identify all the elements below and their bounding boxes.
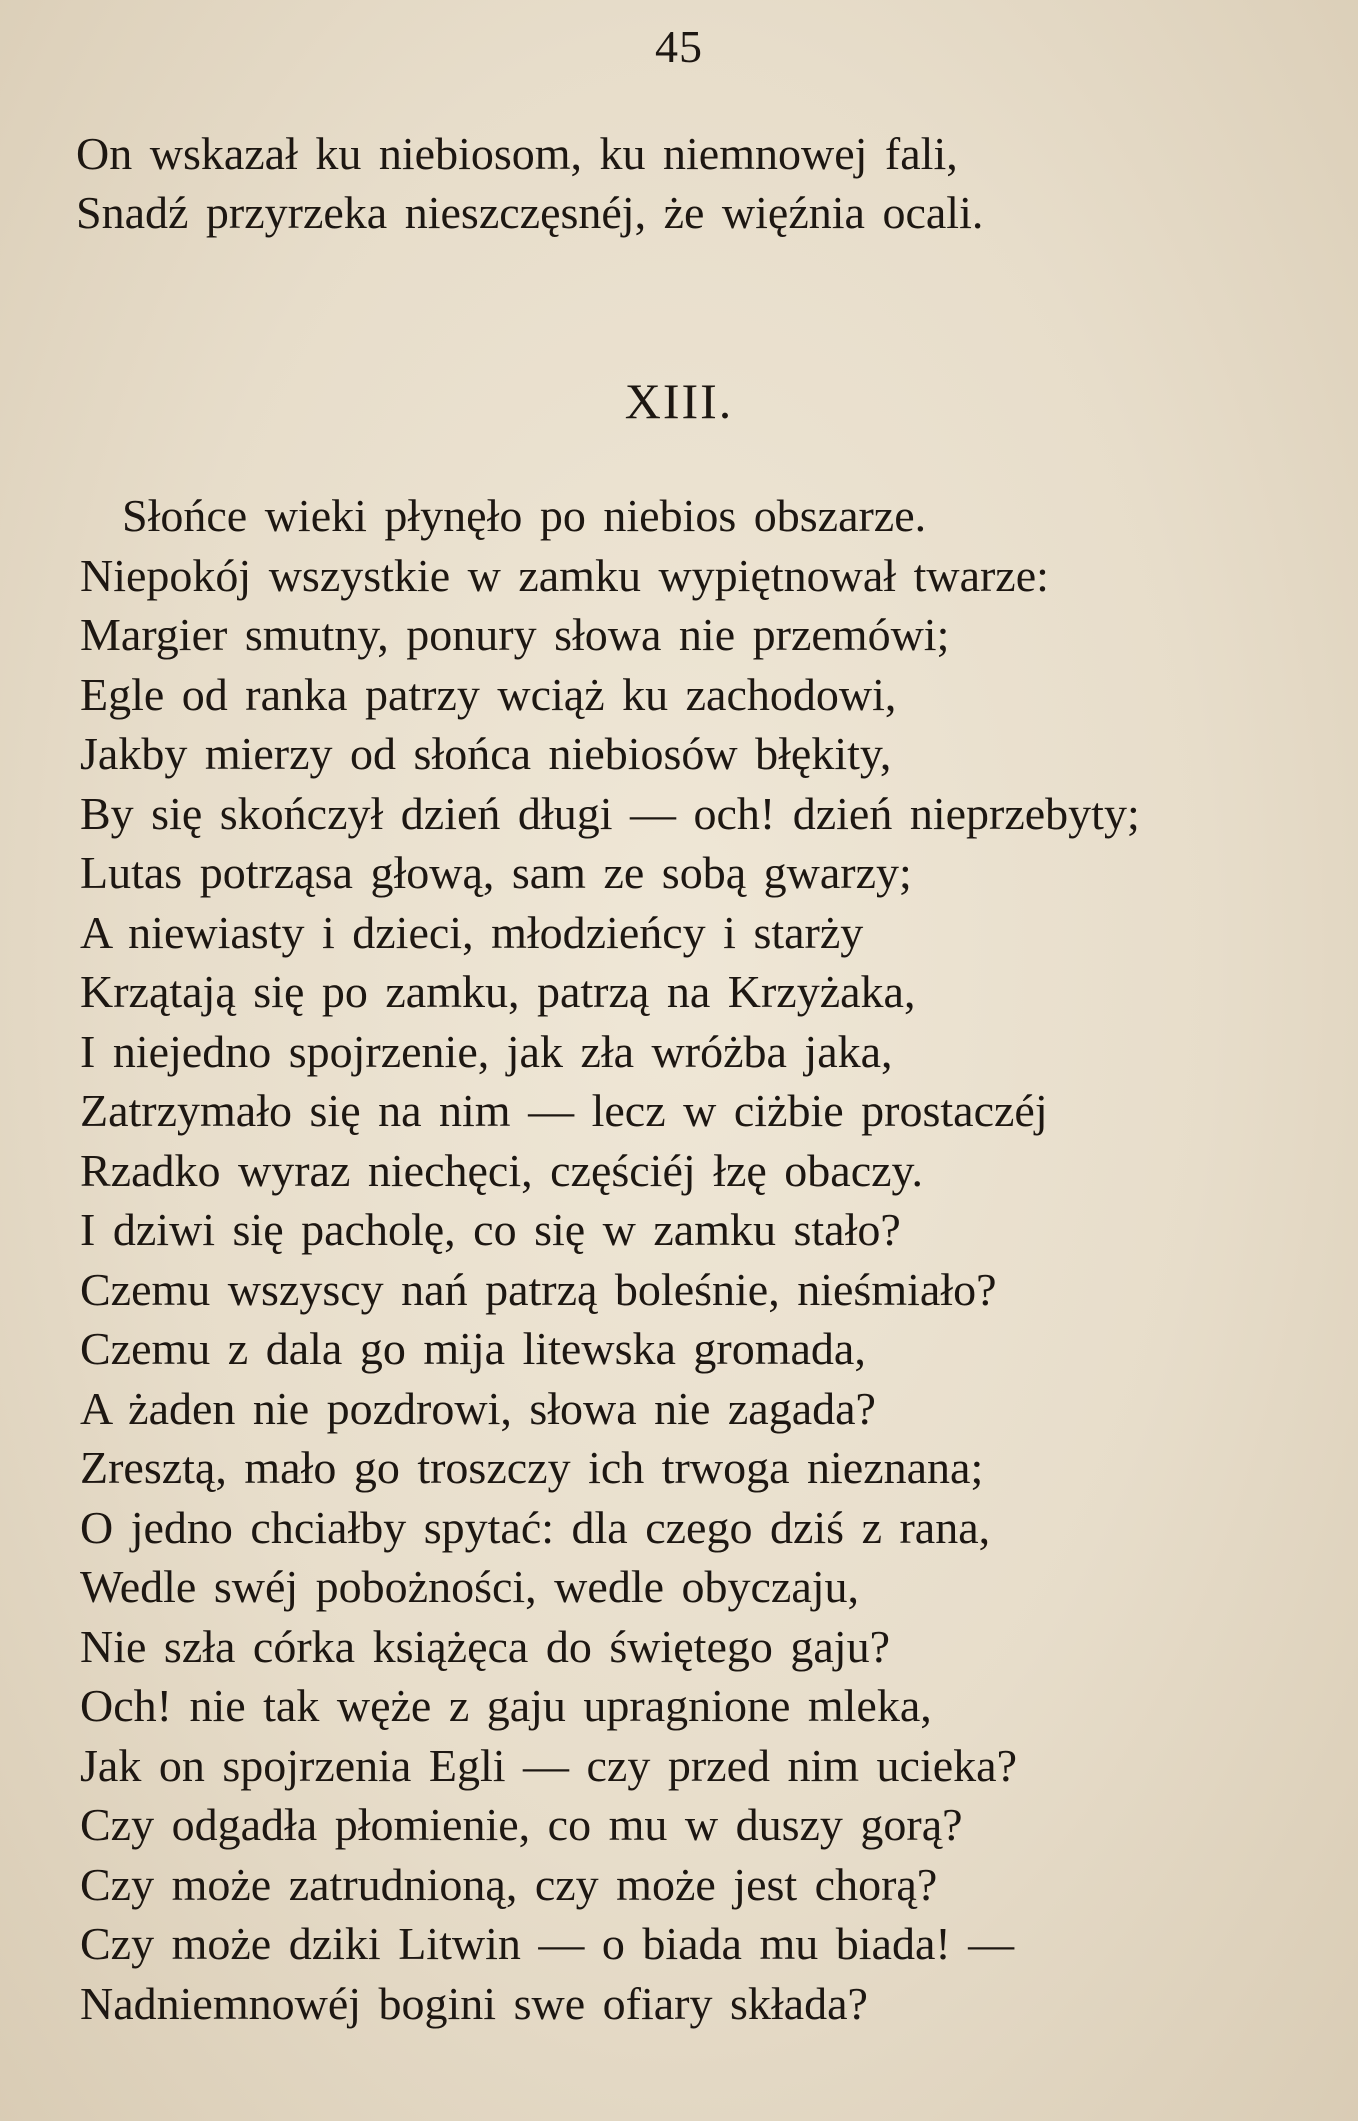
opening-stanza bbox=[76, 124, 1316, 242]
verse-line: Snadź przyrzeka nieszczęsnéj, że więźnia ocali. bbox=[76, 187, 984, 238]
verse-line: Czy może zatrudnioną, czy może jest chorą? bbox=[80, 1858, 938, 1910]
verse-line: A żaden nie pozdrowi, słowa nie zagada? bbox=[80, 1382, 876, 1434]
verse-line: Czy odgadła płomienie, co mu w duszy gorą? bbox=[80, 1799, 963, 1850]
verse-line: Margier smutny, ponury słowa nie przemówi; bbox=[80, 609, 950, 660]
page-number: 45 bbox=[655, 21, 703, 72]
verse-line: Zresztą, mało go troszczy ich trwoga nieznana; bbox=[80, 1442, 984, 1493]
verse-line: I niejedno spojrzenie, jak zła wróżba jaka, bbox=[80, 1025, 893, 1077]
verse-line: A niewiasty i dzieci, młodzieńcy i starży bbox=[80, 906, 864, 958]
verse-line: Lutas potrząsa głową, sam ze sobą gwarzy; bbox=[80, 847, 912, 898]
verse-line: Jakby mierzy od słońca niebiosów błękity, bbox=[80, 728, 892, 779]
verse-line: Rzadko wyraz niechęci, częściéj łzę obaczy. bbox=[80, 1144, 924, 1196]
verse-line: Och! nie tak węże z gaju upragnione mleka, bbox=[80, 1680, 932, 1731]
verse-line: O jedno chciałby spytać: dla czego dziś z rana, bbox=[80, 1501, 991, 1553]
verse-line: On wskazał ku niebiosom, ku niemnowej fali, bbox=[76, 128, 958, 179]
verse-line: Wedle swéj pobożności, wedle obyczaju, bbox=[80, 1561, 860, 1612]
verse-line: Jak on spojrzenia Egli — czy przed nim ucieka? bbox=[80, 1739, 1018, 1791]
verse-line: Czemu z dala go mija litewska gromada, bbox=[80, 1323, 866, 1374]
section-stanza bbox=[80, 486, 1320, 2033]
verse-line: By się skończył dzień długi — och! dzień nieprzebyty; bbox=[80, 787, 1140, 839]
section-heading: XIII. bbox=[624, 373, 734, 429]
verse-line: Krzątają się po zamku, patrzą na Krzyżaka, bbox=[80, 966, 916, 1017]
verse-line: Zatrzymało się na nim — lecz w ciżbie prostaczéj bbox=[80, 1085, 1048, 1136]
verse-line: Czemu wszyscy nań patrzą boleśnie, nieśmiało? bbox=[80, 1263, 997, 1315]
verse-line: Czy może dziki Litwin — o biada mu biada! — bbox=[80, 1918, 1015, 1969]
verse-line: Nadniemnowéj bogini swe ofiary składa? bbox=[80, 1977, 868, 2029]
verse-line: Słońce wieki płynęło po niebios obszarze. bbox=[122, 490, 927, 541]
verse-line: I dziwi się pacholę, co się w zamku stało? bbox=[80, 1204, 901, 1255]
verse-line: Egle od ranka patrzy wciąż ku zachodowi, bbox=[80, 668, 897, 720]
verse-line: Niepokój wszystkie w zamku wypiętnował twarze: bbox=[80, 549, 1049, 601]
verse-line: Nie szła córka książęca do świętego gaju? bbox=[80, 1620, 890, 1672]
